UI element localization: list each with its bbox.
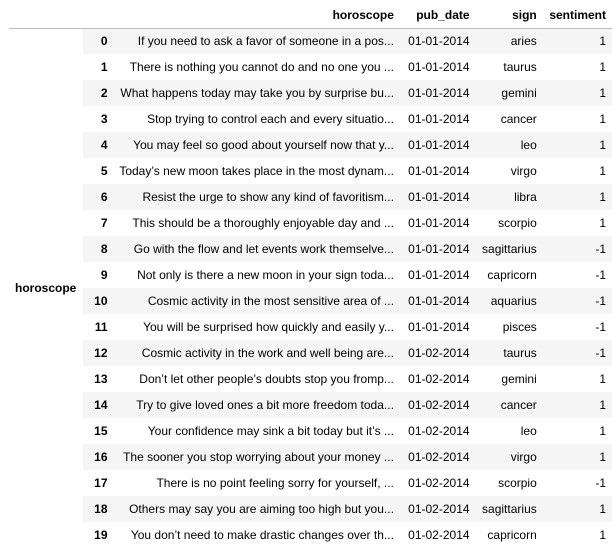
table-row <box>9 158 612 184</box>
cell-pub-date: 01-01-2014 <box>408 164 470 178</box>
row-index: 4 <box>83 132 114 158</box>
cell-sign: cancer <box>476 392 543 418</box>
cell-sentiment: 1 <box>599 528 606 542</box>
cell-pub-date: 01-02-2014 <box>408 528 470 542</box>
table-row <box>9 392 612 418</box>
row-index: 6 <box>83 184 114 210</box>
cell-sign: virgo <box>510 164 537 178</box>
table-row <box>9 418 612 444</box>
cell-pub-date: 01-01-2014 <box>400 184 476 210</box>
row-index: 2 <box>83 80 114 106</box>
cell-sentiment: 1 <box>543 392 612 418</box>
header-row <box>9 2 612 28</box>
cell-pub-date: 01-01-2014 <box>400 132 476 158</box>
cell-sentiment: 1 <box>543 80 612 106</box>
cell-horoscope: Cosmic activity in the work and well being are... <box>114 340 400 366</box>
cell-horoscope: The sooner you stop worrying about your money ... <box>114 444 400 470</box>
row-index: 17 <box>94 476 108 490</box>
cell-sign: gemini <box>501 372 537 386</box>
header-sentiment: sentiment <box>543 2 612 28</box>
table-row <box>9 106 612 132</box>
cell-sign: virgo <box>476 444 543 470</box>
cell-sign: gemini <box>476 80 543 106</box>
cell-sign: leo <box>476 132 543 158</box>
row-index: 13 <box>94 372 108 386</box>
header-horoscope: horoscope <box>114 2 400 28</box>
header-blank-group <box>9 2 83 28</box>
cell-sign: libra <box>476 184 543 210</box>
cell-sentiment: 1 <box>543 132 612 158</box>
row-index: 8 <box>83 236 114 262</box>
cell-sign: aquarius <box>476 288 543 314</box>
cell-sentiment: 1 <box>599 164 606 178</box>
cell-horoscope: Go with the flow and let events work themselve... <box>114 236 400 262</box>
cell-sentiment: -1 <box>595 320 606 334</box>
table-row <box>9 314 612 340</box>
row-index: 18 <box>83 496 114 522</box>
table-row <box>9 444 612 470</box>
cell-sentiment: 1 <box>543 444 612 470</box>
cell-horoscope: There is no point feeling sorry for yourself, ... <box>156 476 394 490</box>
cell-sign: taurus <box>503 60 537 74</box>
cell-sentiment: -1 <box>543 288 612 314</box>
cell-horoscope: If you need to ask a favor of someone in a pos... <box>114 28 400 54</box>
table-row <box>9 288 612 314</box>
cell-sign: taurus <box>476 340 543 366</box>
cell-sign: scorpio <box>498 476 537 490</box>
row-index: 11 <box>94 320 108 334</box>
cell-horoscope: You may feel so good about yourself now that y... <box>114 132 400 158</box>
cell-pub-date: 01-02-2014 <box>400 496 476 522</box>
dataframe-table <box>9 2 612 548</box>
cell-pub-date: 01-01-2014 <box>408 60 470 74</box>
table-row <box>9 184 612 210</box>
table-row <box>9 132 612 158</box>
cell-sentiment: 1 <box>543 496 612 522</box>
cell-pub-date: 01-01-2014 <box>400 80 476 106</box>
row-index: 12 <box>83 340 114 366</box>
cell-pub-date: 01-01-2014 <box>408 320 470 334</box>
cell-sentiment: -1 <box>595 476 606 490</box>
table-row <box>9 236 612 262</box>
table-row <box>9 470 612 496</box>
cell-sign: scorpio <box>498 216 537 230</box>
cell-sign: sagittarius <box>476 236 543 262</box>
cell-sentiment: -1 <box>595 268 606 282</box>
cell-horoscope: Others may say you are aiming too high but you... <box>114 496 400 522</box>
cell-sign: cancer <box>500 112 537 126</box>
cell-horoscope: You don’t need to make drastic changes over th... <box>130 528 394 542</box>
cell-horoscope: Cosmic activity in the most sensitive area of ... <box>114 288 400 314</box>
table-row <box>9 366 612 392</box>
cell-horoscope: What happens today may take you by surprise bu... <box>114 80 400 106</box>
cell-horoscope: Resist the urge to show any kind of favoritism... <box>114 184 400 210</box>
table-body <box>9 28 612 548</box>
cell-pub-date: 01-02-2014 <box>408 424 470 438</box>
cell-pub-date: 01-01-2014 <box>408 112 470 126</box>
cell-pub-date: 01-02-2014 <box>408 476 470 490</box>
table-row <box>9 496 612 522</box>
cell-horoscope: Stop trying to control each and every situatio... <box>147 112 394 126</box>
cell-horoscope: Your confidence may sink a bit today but it’s ... <box>147 424 394 438</box>
cell-horoscope: Today’s new moon takes place in the most dynam... <box>119 164 394 178</box>
cell-sign: leo <box>520 424 537 438</box>
header-blank-index <box>83 2 114 28</box>
table-row <box>9 262 612 288</box>
cell-horoscope: You will be surprised how quickly and easily y... <box>143 320 394 334</box>
cell-horoscope: Try to give loved ones a bit more freedom toda... <box>114 392 400 418</box>
row-index: 14 <box>83 392 114 418</box>
cell-sign: pisces <box>502 320 537 334</box>
cell-pub-date: 01-01-2014 <box>408 268 470 282</box>
table-header <box>9 2 612 28</box>
cell-sign: aries <box>476 28 543 54</box>
cell-pub-date: 01-01-2014 <box>400 288 476 314</box>
cell-horoscope: There is nothing you cannot do and no one you ... <box>129 60 394 74</box>
table-row <box>9 28 612 54</box>
row-index: 7 <box>100 216 108 230</box>
cell-pub-date: 01-02-2014 <box>400 340 476 366</box>
row-index: 3 <box>100 112 108 126</box>
cell-sentiment: 1 <box>599 216 606 230</box>
row-index: 5 <box>100 164 108 178</box>
cell-horoscope: This should be a thoroughly enjoyable day and ... <box>132 216 394 230</box>
cell-sentiment: -1 <box>543 236 612 262</box>
row-index: 10 <box>83 288 114 314</box>
table-row <box>9 54 612 80</box>
cell-pub-date: 01-02-2014 <box>400 392 476 418</box>
cell-sentiment: 1 <box>599 112 606 126</box>
table-row <box>9 340 612 366</box>
table-row <box>9 80 612 106</box>
row-index: 0 <box>83 28 114 54</box>
cell-sentiment: 1 <box>599 424 606 438</box>
cell-pub-date: 01-02-2014 <box>408 372 470 386</box>
cell-sentiment: -1 <box>543 340 612 366</box>
table-row <box>9 210 612 236</box>
cell-sentiment: 1 <box>543 28 612 54</box>
row-group-label: horoscope <box>9 28 83 548</box>
cell-pub-date: 01-01-2014 <box>400 236 476 262</box>
cell-sign: capricorn <box>487 268 537 282</box>
table-row <box>9 522 612 548</box>
cell-horoscope: Not only is there a new moon in your sign toda... <box>137 268 394 282</box>
header-sign: sign <box>476 2 543 28</box>
cell-sign: capricorn <box>487 528 537 542</box>
cell-pub-date: 01-01-2014 <box>408 216 470 230</box>
row-index: 9 <box>100 268 108 282</box>
cell-pub-date: 01-01-2014 <box>400 28 476 54</box>
cell-sentiment: 1 <box>543 184 612 210</box>
cell-pub-date: 01-02-2014 <box>400 444 476 470</box>
row-index: 1 <box>100 60 108 74</box>
cell-horoscope: Don’t let other people’s doubts stop you fromp... <box>139 372 394 386</box>
cell-sentiment: 1 <box>599 372 606 386</box>
row-index: 19 <box>94 528 108 542</box>
row-index: 16 <box>83 444 114 470</box>
row-index: 15 <box>94 424 108 438</box>
cell-sentiment: 1 <box>599 60 606 74</box>
cell-sign: sagittarius <box>476 496 543 522</box>
header-pub-date: pub_date <box>400 2 476 28</box>
